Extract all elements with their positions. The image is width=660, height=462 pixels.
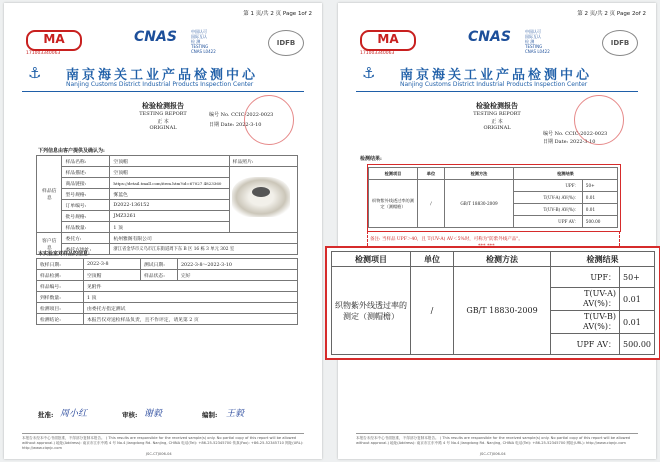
cnas-text: 中国认可 国际互认 检 测 TESTING CNAS L0422 xyxy=(525,29,550,54)
lab-info-header: 本实验室对样品的信息: xyxy=(38,251,90,257)
report-number: 编号 No. CCIC-2022-0023 xyxy=(543,131,608,137)
cma-logo: MA xyxy=(26,30,82,51)
center-name-en: Nanjing Customs District Industrial Products Inspection Center xyxy=(400,81,588,88)
sample-info-table: 样品信息 样品名称: 空顶帽 样品照片: 样品描述: 空顶帽 商品链接: https://detail.tmall.com/item.htm?id=67027 4823360 型号规格: 雾蓝色 订单编号: D2022-136152 批号规格: JMZ3261 样品数量: 1 顶 客户信息 委托方: 杭州雅阁有限公司 委托方地址: 浙江省金华市义乌市江东街道周下东 B 区 16 栋 3 单元 302 室 xyxy=(36,155,298,255)
original-en: ORIGINAL xyxy=(483,125,511,131)
page-footer: 本报告未经本中心书面批准，不得部分复制本报告。 ( This results are responsible for the received sample(s) only. No partial copy of this report will be allowed without approval.) 地址(Address): 南京市江东中路 4 号 No.4 Jiangdong Rd. Nanjing, CHINA 电话(Tel): +86-25-52345700 网址(URL): http://www.ciqnjc.com xyxy=(356,433,638,446)
header-divider xyxy=(22,91,304,92)
report-date: 日期 Date: 2022-3-10 xyxy=(209,122,262,128)
highlight-box xyxy=(367,164,621,232)
sample-photo xyxy=(232,177,290,217)
page-number: 第 1 页/共 2 页 Page 1of 2 xyxy=(243,11,312,17)
prepare-signature: 王毅 xyxy=(226,409,245,419)
results-zoom-callout xyxy=(325,246,660,360)
customs-emblem-icon: ⚓ xyxy=(28,64,42,82)
inspection-seal xyxy=(574,95,624,145)
results-table-small: 检测项目 单位 检测方法 检测结果 织物紫外线透过率的测定（测帽檐） / GB/T 18830-2009 UPF： 50+ T(UV-A) AV(%)： 0.01 T(UV-B) AV(%)： 0.01 UPF AV： 500.00 xyxy=(368,167,618,228)
customs-emblem-icon: ⚓ xyxy=(362,64,376,82)
lab-info-table: 收样日期: 2022-3-8 测试日期: 2022-3-8～2022-3-10 样品检测: 空顶帽 样品状态: 完好 样品编号: 见附件 到样数量: 1 顶 检测项目: 由委托方指定测试 检测结论: 本报告仅对送检样品负责，且不作评定，请见第 2 页 xyxy=(36,258,298,325)
approve-label: 批准: xyxy=(38,411,54,419)
review-label: 审核: xyxy=(122,411,138,419)
zoom-connector-left xyxy=(367,231,368,246)
results-table-large: 检测项目 单位 检测方法 检测结果 织物紫外线透过率的测定（测帽檐） / GB/T 18830-2009 UPF： 50+ T(UV-A) AV(%)： 0.01 T(UV-B) AV(%)： 0.01 UPF AV： 500.00 xyxy=(331,251,655,355)
cnas-logo: CNAS xyxy=(134,29,177,45)
footer-code: JSC-CTJ006-04 xyxy=(480,452,506,456)
header-divider xyxy=(356,91,638,92)
report-page-1 xyxy=(4,3,322,459)
original-en: ORIGINAL xyxy=(149,125,177,131)
report-title-cn: 检验检测报告 xyxy=(476,101,518,110)
ilac-logo: IDFB xyxy=(602,30,638,56)
center-name-cn: 南京海关工业产品检测中心 xyxy=(400,68,593,83)
page-footer: 本报告未经本中心书面批准，不得部分复制本报告。 ( This results are responsible for the received sample(s) only. No partial copy of this report will be allowed without approval.) 地址(Address): 南京市江东中路 4 号 No.4 Jiangdong Rd. Nanjing, CHINA 电话(Tel): +86-25-52345700 传真(Fax): +86-25-52345710 网址(URL): http://www.ciqnjc.com xyxy=(22,433,304,451)
center-name-cn: 南京海关工业产品检测中心 xyxy=(66,68,259,83)
original-cn: 正 本 xyxy=(157,119,169,125)
ilac-logo: IDFB xyxy=(268,30,304,56)
page-number: 第 2 页/共 2 页 Page 2of 2 xyxy=(577,11,646,17)
results-label: 检测结果: xyxy=(360,156,382,162)
review-signature: 谢毅 xyxy=(144,409,163,419)
inspection-seal xyxy=(244,95,294,145)
report-date: 日期 Date: 2022-3-10 xyxy=(543,139,596,145)
report-title-en: TESTING REPORT xyxy=(473,111,521,117)
form-header: 下列信息由客户提供及确认为: xyxy=(38,148,105,154)
report-title-en: TESTING REPORT xyxy=(139,111,187,117)
footer-code: JSC-CTJ006-04 xyxy=(146,452,172,456)
cma-number: 171003340063 xyxy=(26,51,61,56)
report-title-cn: 检验检测报告 xyxy=(142,101,184,110)
cma-logo: MA xyxy=(360,30,416,51)
original-cn: 正 本 xyxy=(491,119,503,125)
cnas-text: 中国认可 国际互认 检 测 TESTING CNAS L0422 xyxy=(191,29,216,54)
zoom-connector-right xyxy=(619,231,620,246)
results-note: 备注: 当样品 UPF＞40，且 T(UV-A) AV＜5%时，可称为"防紫外线产品"。 xyxy=(370,237,523,242)
prepare-label: 编制: xyxy=(202,411,218,419)
approve-signature: 周小红 xyxy=(60,409,88,419)
cma-number: 171003340063 xyxy=(360,51,395,56)
report-number: 编号 No. CCIC-2022-0023 xyxy=(209,112,274,118)
cnas-logo: CNAS xyxy=(468,29,511,45)
center-name-en: Nanjing Customs District Industrial Products Inspection Center xyxy=(66,81,254,88)
